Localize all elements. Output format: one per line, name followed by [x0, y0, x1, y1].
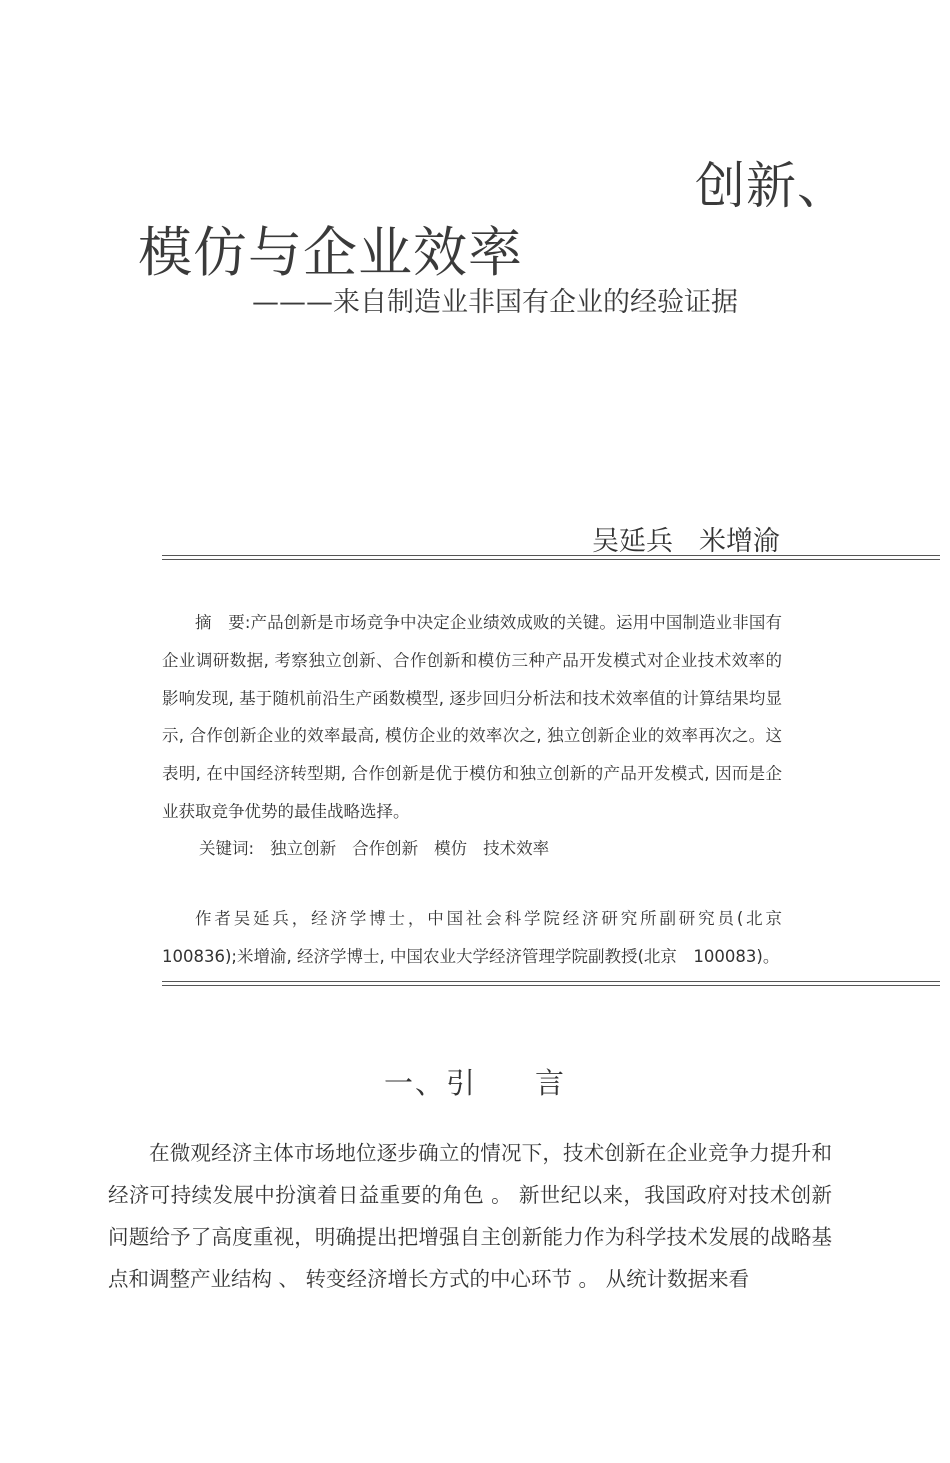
section-number: 一、引 [383, 1066, 477, 1100]
keyword-item: 合作创新 [352, 839, 419, 858]
body-paragraph: 在微观经济主体市场地位逐步确立的情况下，技术创新在企业竞争力提升和经济可持续发展中扮演着日益重要的角色 。 新世纪以来，我国政府对技术创新问题给予了高度重视，明确提出把增强自主创新能力作为科学技术发展的战略基点和调整产业结构 、 转变经济增长方式的中心环节 。 从统计数据来看 [108, 1141, 832, 1291]
abstract-label: 摘 要: [195, 613, 251, 632]
author-note: 作者吴延兵，经济学博士，中国社会科学院经济研究所副研究员(北京 100836);米增渝, 经济学博士, 中国农业大学经济管理学院副教授(北京 100083)。 [162, 909, 799, 966]
abstract [162, 604, 782, 831]
top-double-rule [162, 555, 940, 560]
keywords [199, 834, 549, 864]
subtitle: ———来自制造业非国有企业的经验证据 [252, 287, 738, 318]
bottom-double-rule [162, 981, 940, 986]
keyword-item: 模仿 [434, 839, 468, 858]
title-line-2: 模仿与企业效率 [138, 221, 523, 284]
keyword-item: 技术效率 [483, 839, 550, 858]
author-1: 吴延兵 [592, 526, 673, 557]
title-line-1: 创新、 [695, 157, 848, 215]
authors [592, 519, 780, 558]
abstract-text: 产品创新是市场竞争中决定企业绩效成败的关键。运用中国制造业非国有企业调研数据, 考察独立创新、合作创新和模仿三种产品开发模式对企业技术效率的影响发现, 基于随机前沿生产函数模型, 逐步回归分析法和技术效率值的计算结果均显示, 合作创新企业的效率最高, 模仿企业的效率次之, 独立创新企业的效率再次之。这表明, 在中国经济转型期, 合作创新是优于模仿和独立创新的产品开发模式, 因而是企业获取竞争优势的最佳战略选择。 [162, 613, 783, 821]
keyword-item: 独立创新 [270, 839, 337, 858]
section-heading [0, 1061, 950, 1102]
author-2: 米增渝 [699, 526, 780, 557]
section-word: 言 [535, 1066, 567, 1100]
keywords-label: 关键词: [199, 839, 255, 858]
